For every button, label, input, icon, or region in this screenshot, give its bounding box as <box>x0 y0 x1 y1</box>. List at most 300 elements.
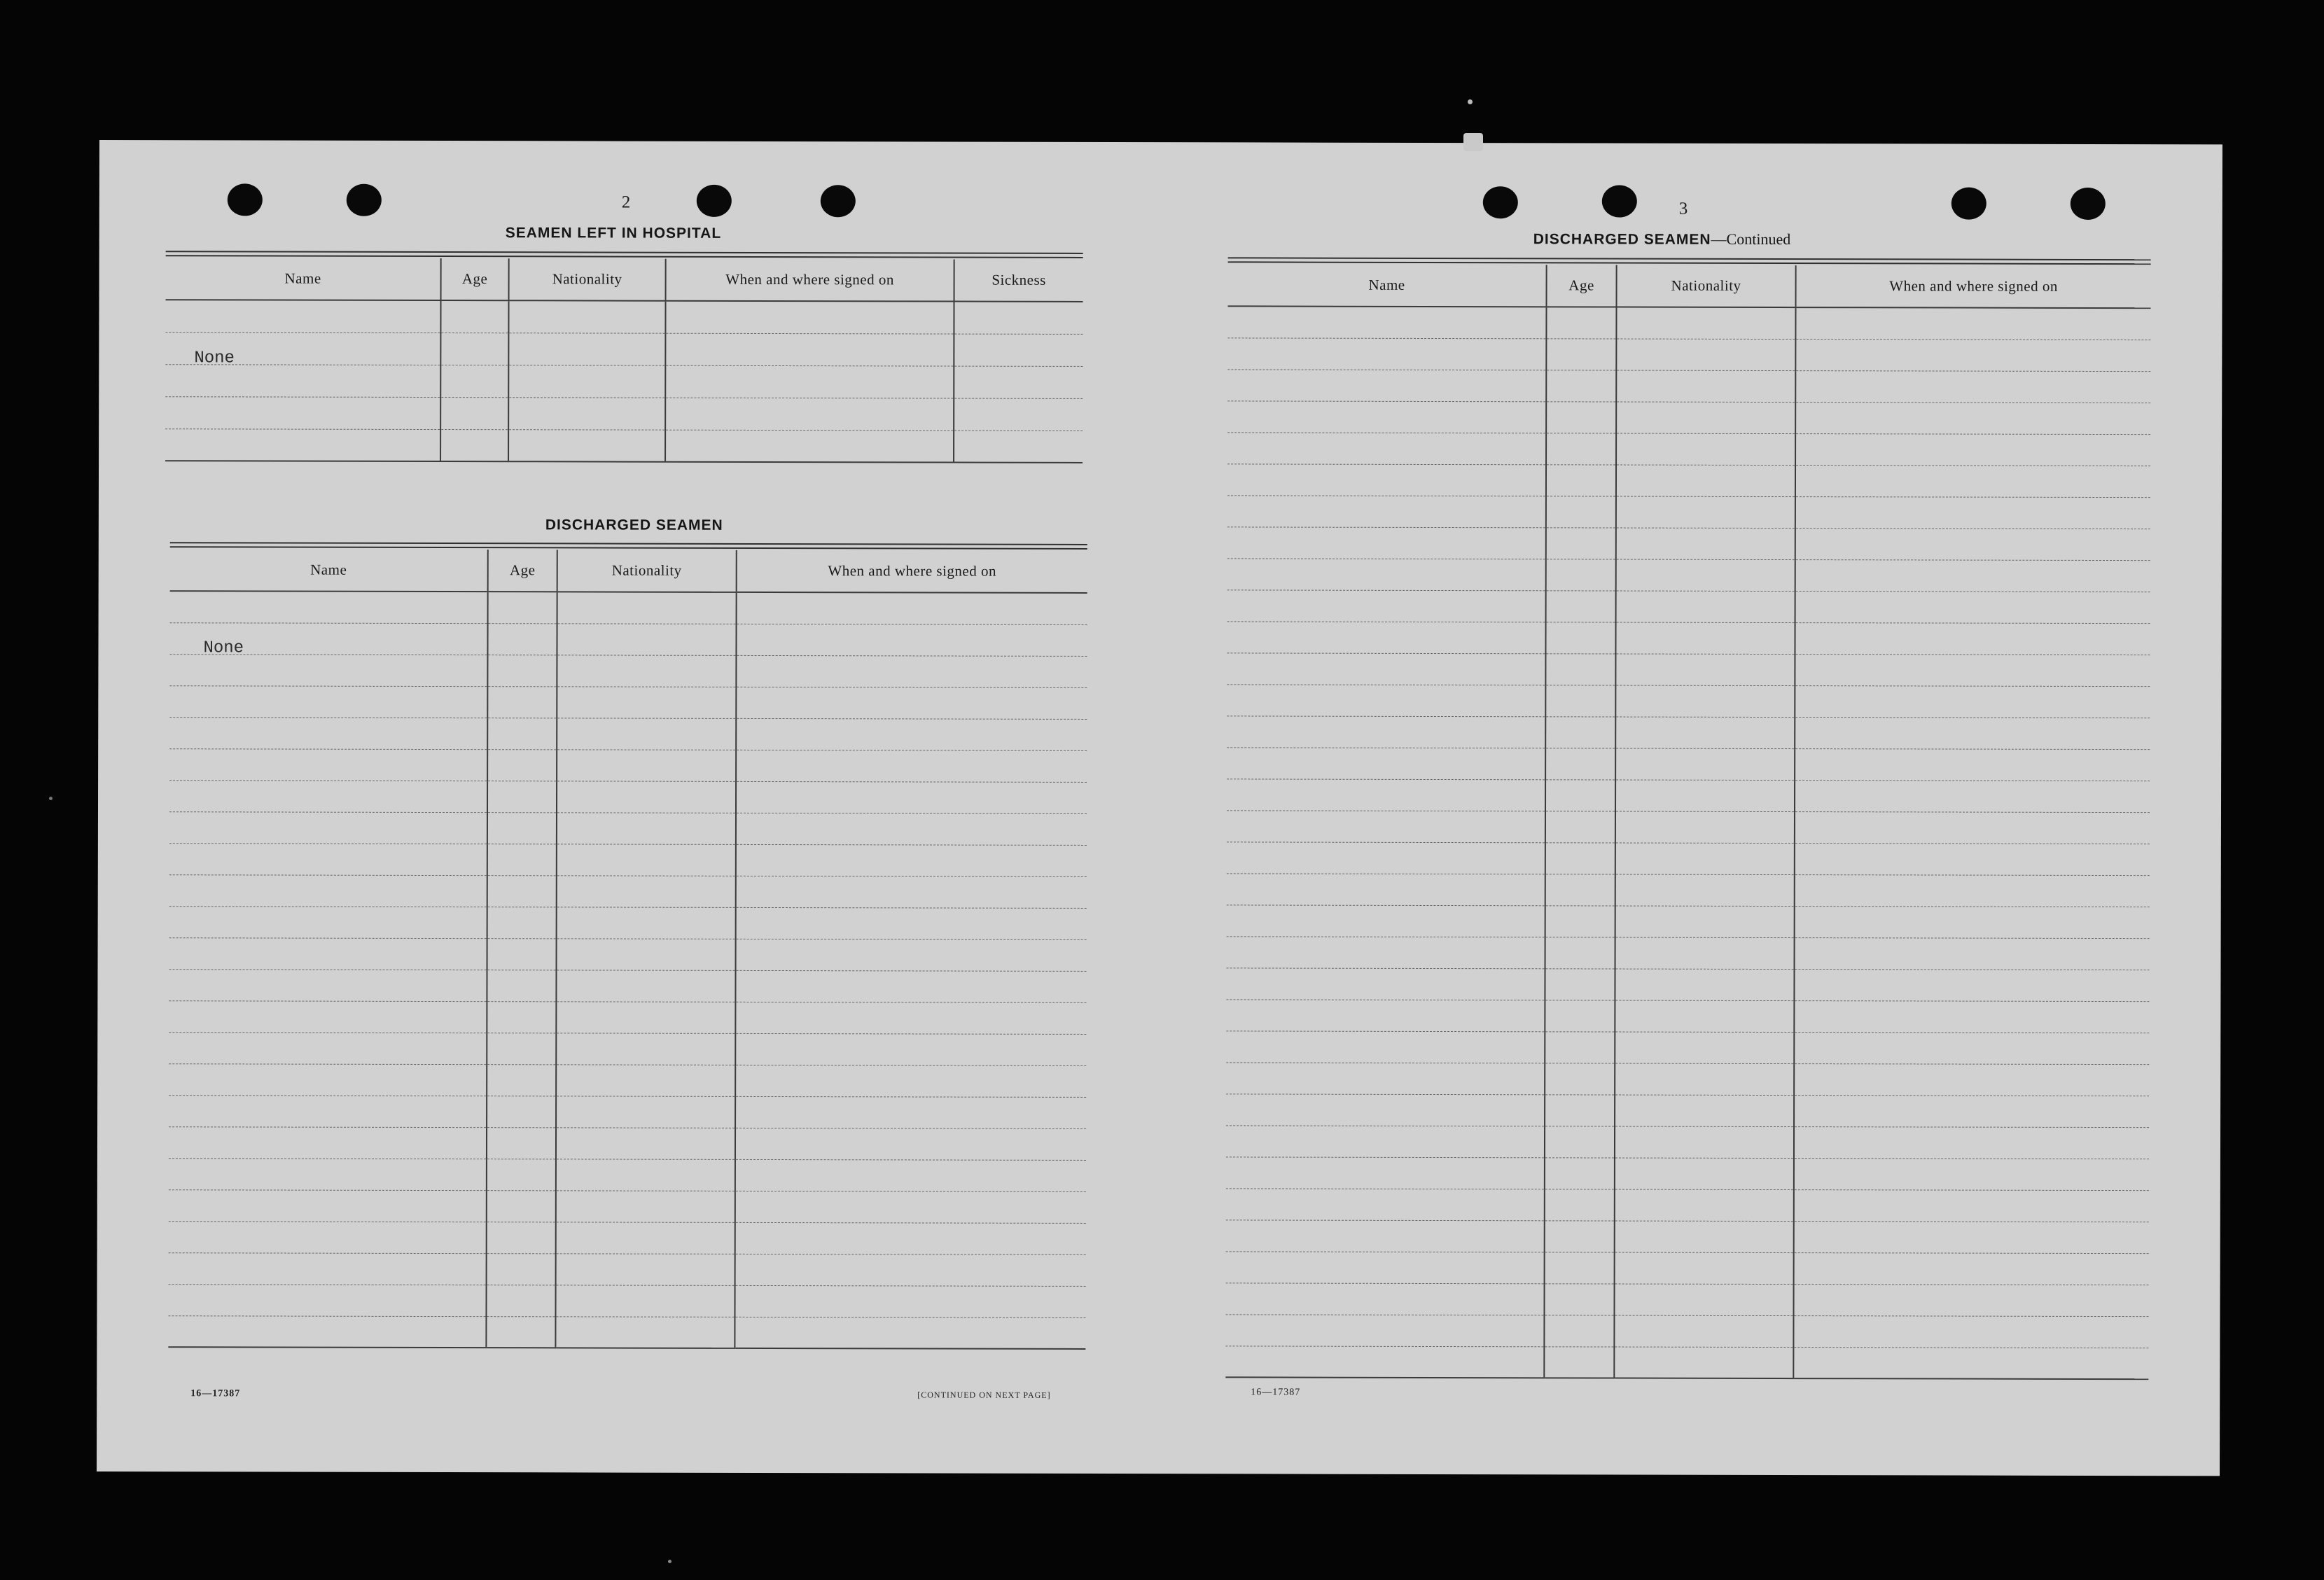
table-cell <box>1794 1063 2149 1096</box>
table-cell <box>556 1127 735 1159</box>
table-cell <box>486 1285 555 1316</box>
table-cell <box>169 969 487 1001</box>
table-cell <box>168 1284 486 1316</box>
table-row <box>169 748 1087 782</box>
table-cell <box>1546 370 1616 401</box>
table-cell <box>1227 715 1545 748</box>
table-cell <box>1226 967 1545 1000</box>
table-cell <box>557 781 736 813</box>
table-row <box>1226 1093 2149 1127</box>
table-row <box>169 937 1087 971</box>
table-cell <box>735 1002 1086 1034</box>
table-cell <box>1615 1095 1794 1127</box>
discharged-continued-title-text: DISCHARGED SEAMEN <box>1533 231 1711 248</box>
table-cell <box>555 1316 735 1348</box>
table-cell <box>1794 1000 2149 1033</box>
table-cell <box>1226 1188 1545 1220</box>
table-cell <box>1616 339 1795 371</box>
table-cell <box>1615 906 1795 938</box>
column-header-age: Age <box>441 258 509 300</box>
table-cell <box>1545 874 1615 905</box>
table-cell <box>735 1222 1086 1254</box>
table-cell <box>735 1254 1086 1286</box>
table-cell <box>487 1253 556 1285</box>
table-row <box>1227 936 2150 970</box>
table-cell <box>1795 591 2150 623</box>
table-row <box>169 1032 1086 1065</box>
punch-hole-5 <box>1483 186 1518 218</box>
table-row <box>169 1158 1086 1191</box>
table-cell <box>169 874 487 907</box>
table-cell <box>1546 338 1616 370</box>
table-cell <box>1227 873 1545 905</box>
table-cell <box>487 1190 556 1222</box>
table-row <box>1227 337 2150 371</box>
table-cell <box>1615 780 1795 812</box>
table-cell <box>487 812 557 844</box>
table-cell <box>1225 1282 1544 1315</box>
table-cell <box>1545 748 1615 779</box>
table-row <box>169 811 1087 845</box>
table-cell <box>1226 1093 1545 1126</box>
table-cell <box>1227 621 1545 653</box>
table-cell <box>1226 1062 1545 1094</box>
page-number-left: 2 <box>621 193 631 212</box>
table-row <box>1227 778 2150 812</box>
table-cell <box>1615 1000 1794 1033</box>
table-row <box>1226 1188 2149 1222</box>
form-number-left: 16—17387 <box>190 1388 241 1399</box>
table-row <box>165 332 1083 366</box>
table-cell <box>1227 526 1546 559</box>
table-cell <box>1545 622 1615 653</box>
table-cell <box>735 1159 1086 1191</box>
table-cell <box>1225 1314 1544 1346</box>
table-cell <box>735 1317 1085 1349</box>
table-cell <box>169 906 487 938</box>
table-cell <box>736 844 1087 876</box>
table-cell <box>1795 906 2150 938</box>
table-cell <box>1545 968 1615 1000</box>
table-cell <box>556 1033 735 1065</box>
table-cell <box>1795 874 2150 907</box>
table-cell <box>1227 652 1545 685</box>
table-cell <box>736 781 1087 813</box>
table-row <box>1227 463 2150 497</box>
table-row <box>1226 999 2149 1033</box>
table-cell <box>169 748 487 781</box>
table-cell <box>487 686 557 718</box>
table-cell <box>1795 717 2150 749</box>
table-row <box>169 1063 1086 1097</box>
table-cell <box>736 876 1087 908</box>
hospital-entry-none: None <box>194 349 235 368</box>
table-cell <box>1545 1157 1615 1189</box>
table-cell <box>1795 685 2150 718</box>
table-cell <box>735 1285 1085 1317</box>
punch-hole-8 <box>2071 188 2106 220</box>
table-cell <box>1545 779 1615 811</box>
table-row <box>169 654 1087 687</box>
table-row <box>1226 1219 2149 1253</box>
table-cell <box>1545 1094 1615 1126</box>
table-cell <box>487 623 557 655</box>
table-row <box>1227 432 2150 466</box>
table-cell <box>170 591 488 623</box>
table-row <box>165 364 1083 398</box>
discharged-entry-none: None <box>203 638 244 658</box>
table-cell <box>735 1065 1086 1097</box>
table-cell <box>556 1159 735 1191</box>
table-cell <box>736 718 1087 750</box>
table-cell <box>1795 622 2150 655</box>
table-cell <box>487 907 557 938</box>
table-cell <box>1227 778 1545 811</box>
table-cell <box>169 1158 487 1190</box>
table-row <box>1227 621 2150 655</box>
discharged-table-right <box>1225 264 2150 1380</box>
table-cell <box>1794 1158 2149 1190</box>
punch-hole-6 <box>1602 185 1637 217</box>
table-cell <box>168 1315 486 1348</box>
table-row <box>169 622 1087 656</box>
table-cell <box>736 813 1087 845</box>
table-cell <box>1226 999 1545 1031</box>
column-header-name: Name <box>170 549 488 592</box>
table-cell <box>487 1001 556 1033</box>
table-cell <box>169 937 487 970</box>
table-cell <box>1616 496 1795 529</box>
table-cell <box>1795 780 2150 812</box>
table-cell <box>1546 464 1616 496</box>
table-cell <box>1615 654 1795 686</box>
table-cell <box>169 1063 487 1096</box>
table-cell <box>735 1191 1086 1223</box>
table-cell <box>737 592 1087 624</box>
table-cell <box>1615 1126 1794 1159</box>
table-cell <box>169 1000 487 1033</box>
table-cell <box>1795 843 2150 875</box>
table-cell <box>1616 433 1795 466</box>
discharged-continued-title <box>1533 230 1791 249</box>
table-cell <box>1545 811 1615 842</box>
hospital-table <box>165 258 1083 463</box>
page-number-right: 3 <box>1678 199 1688 218</box>
table-cell <box>1614 1284 1793 1316</box>
table-cell <box>1546 590 1616 622</box>
column-header-age: Age <box>1547 265 1617 307</box>
table-row <box>169 1126 1086 1160</box>
table-cell <box>735 1128 1086 1160</box>
table-cell <box>1545 685 1615 716</box>
table-cell <box>1227 904 1545 937</box>
table-cell <box>1615 811 1795 844</box>
table-cell <box>1795 937 2150 970</box>
hospital-top-rule <box>166 251 1083 258</box>
table-cell <box>1615 1252 1794 1285</box>
table-cell <box>1615 1063 1794 1096</box>
table-cell <box>487 1096 556 1127</box>
table-cell <box>487 875 557 907</box>
right-top-rule <box>1228 257 2151 265</box>
table-cell <box>557 592 737 624</box>
table-row <box>169 717 1087 750</box>
table-row <box>169 685 1087 719</box>
table-row <box>1227 558 2150 592</box>
table-cell <box>1795 811 2150 844</box>
table-cell <box>557 875 736 907</box>
table-cell <box>169 1252 487 1285</box>
table-row <box>1227 873 2150 907</box>
table-cell <box>1616 307 1795 340</box>
table-cell <box>1615 717 1795 749</box>
table-row <box>165 300 1083 334</box>
table-row <box>168 1284 1085 1317</box>
table-cell <box>169 654 487 686</box>
table-cell <box>169 780 487 812</box>
table-cell <box>1793 1284 2148 1316</box>
discharged-section-title: DISCHARGED SEAMEN <box>545 517 723 533</box>
table-cell <box>1615 685 1795 718</box>
table-row <box>1227 589 2150 623</box>
table-row <box>1227 526 2150 560</box>
table-row <box>1227 841 2150 875</box>
table-row <box>1225 1282 2148 1316</box>
table-cell <box>556 1064 735 1096</box>
table-cell <box>169 1126 487 1159</box>
table-cell <box>1794 1095 2149 1127</box>
table-cell <box>1545 1189 1615 1220</box>
continued-suffix: —Continued <box>1711 230 1791 249</box>
table-row <box>1226 1251 2149 1285</box>
table-cell <box>1615 1189 1794 1222</box>
table-cell <box>557 907 736 939</box>
table-row <box>169 843 1087 876</box>
table-cell <box>556 1096 735 1128</box>
discharged-top-rule <box>170 542 1087 550</box>
table-cell <box>1794 1126 2149 1159</box>
table-cell <box>1545 905 1615 937</box>
table-row <box>165 428 1083 463</box>
table-cell <box>1615 1221 1794 1253</box>
table-row <box>1226 1125 2149 1159</box>
table-cell <box>1616 591 1795 623</box>
column-header-age: Age <box>488 550 557 592</box>
punch-hole-4 <box>821 185 856 217</box>
punch-hole-2 <box>347 184 382 216</box>
table-row <box>169 906 1087 939</box>
table-cell <box>1227 495 1546 527</box>
table-cell <box>169 843 487 875</box>
table-cell <box>736 750 1087 782</box>
table-cell <box>1227 432 1546 464</box>
table-row <box>1227 369 2150 403</box>
table-cell <box>1227 463 1546 496</box>
table-cell <box>1615 1032 1794 1064</box>
table-row <box>1225 1345 2148 1379</box>
table-cell <box>1226 1156 1545 1189</box>
table-row <box>169 874 1087 908</box>
table-cell <box>1225 1345 1544 1378</box>
table-cell <box>1795 748 2150 781</box>
table-cell <box>1615 1158 1794 1190</box>
table-row <box>1226 1156 2149 1190</box>
table-cell <box>1545 937 1615 968</box>
table-cell <box>487 1127 556 1159</box>
table-cell <box>1793 1347 2148 1379</box>
table-cell <box>1544 1283 1614 1315</box>
table-cell <box>1616 465 1795 497</box>
punch-hole-7 <box>1951 188 1986 220</box>
table-cell <box>169 1032 487 1064</box>
table-cell <box>487 655 557 686</box>
table-cell <box>1227 589 1546 622</box>
table-cell <box>169 685 487 718</box>
table-cell <box>169 1221 487 1253</box>
table-cell <box>736 624 1087 656</box>
table-cell <box>487 1222 556 1253</box>
table-cell <box>1546 527 1616 559</box>
table-cell <box>169 717 487 749</box>
table-cell <box>1794 1189 2149 1222</box>
table-cell <box>1546 307 1616 338</box>
table-cell <box>1795 370 2150 403</box>
discharged-table-left <box>168 549 1087 1350</box>
table-row <box>169 780 1087 813</box>
table-cell <box>1795 654 2150 686</box>
table-cell <box>1795 559 2150 592</box>
table-row <box>1227 495 2150 529</box>
table-cell <box>1545 1252 1615 1283</box>
form-number-right: 16—17387 <box>1251 1387 1301 1398</box>
table-row <box>169 1000 1086 1034</box>
table-cell <box>556 1222 735 1254</box>
table-cell <box>556 1001 735 1033</box>
table-cell <box>556 1253 735 1285</box>
table-cell <box>169 1189 487 1222</box>
table-cell <box>487 1033 556 1064</box>
table-cell <box>1615 748 1795 781</box>
table-cell <box>1795 465 2150 497</box>
table-cell <box>169 811 487 844</box>
table-row <box>168 1315 1085 1349</box>
table-cell <box>1546 433 1616 464</box>
table-cell <box>1545 716 1615 748</box>
table-cell <box>1544 1315 1614 1346</box>
table-cell <box>557 655 736 687</box>
table-cell <box>1226 1219 1545 1252</box>
table-cell <box>487 938 557 970</box>
table-cell <box>1227 337 1546 370</box>
table-cell <box>487 718 557 749</box>
table-cell <box>486 1316 555 1348</box>
table-cell <box>736 655 1087 687</box>
table-cell <box>1616 402 1795 434</box>
table-cell <box>1794 1252 2149 1285</box>
table-cell <box>488 592 557 623</box>
table-row <box>1227 684 2150 718</box>
table-row <box>1227 652 2150 686</box>
punch-hole-3 <box>697 185 732 217</box>
table-cell <box>1615 843 1795 875</box>
table-cell <box>1227 747 1545 779</box>
scan-speck <box>1468 99 1473 104</box>
table-row <box>169 1189 1086 1223</box>
column-header-name: Name <box>1228 264 1547 307</box>
table-cell <box>1793 1315 2148 1348</box>
table-cell <box>1616 559 1795 592</box>
table-cell <box>736 687 1087 719</box>
table-cell <box>1227 684 1545 716</box>
table-cell <box>557 623 736 655</box>
table-cell <box>1795 307 2150 340</box>
table-cell <box>487 970 556 1001</box>
hospital-section-title: SEAMEN LEFT IN HOSPITAL <box>505 225 722 242</box>
table-cell <box>1795 433 2150 466</box>
table-cell <box>1615 874 1795 907</box>
table-cell <box>1794 969 2149 1001</box>
table-cell <box>487 844 557 875</box>
table-cell <box>1546 559 1616 590</box>
table-cell <box>1226 1030 1545 1063</box>
column-header-name: Name <box>166 258 441 300</box>
table-cell <box>1795 402 2150 434</box>
table-row <box>169 1252 1086 1286</box>
table-cell <box>1227 558 1546 590</box>
table-cell <box>1616 528 1795 560</box>
table-cell <box>1545 653 1615 685</box>
table-cell <box>1545 842 1615 874</box>
table-cell <box>736 907 1087 939</box>
table-cell <box>736 939 1087 971</box>
table-row <box>170 591 1087 624</box>
table-cell <box>1795 528 2150 560</box>
table-row <box>1225 1314 2148 1348</box>
table-cell <box>1546 496 1616 527</box>
table-cell <box>557 812 736 844</box>
scan-speck <box>49 797 53 800</box>
table-cell <box>1615 622 1795 655</box>
table-cell <box>1227 400 1546 433</box>
table-row <box>1227 400 2150 434</box>
table-row <box>1227 904 2150 938</box>
table-cell <box>557 686 736 718</box>
column-header-signed-on: When and where signed on <box>737 550 1087 593</box>
column-header-signed-on: When and where signed on <box>1796 265 2151 308</box>
table-row <box>169 1095 1086 1128</box>
table-cell <box>1614 1315 1793 1348</box>
document-sheet <box>97 140 2222 1476</box>
table-row <box>165 396 1083 431</box>
column-header-sickness: Sickness <box>954 260 1083 302</box>
table-cell <box>1226 1125 1545 1157</box>
table-row <box>1226 1030 2149 1064</box>
table-cell <box>487 1064 556 1096</box>
table-cell <box>735 1033 1086 1065</box>
table-cell <box>557 938 736 970</box>
scan-speck <box>668 1560 672 1563</box>
table-cell <box>557 749 736 781</box>
table-row <box>1226 1062 2149 1096</box>
table-cell <box>1227 810 1545 842</box>
table-row <box>169 969 1086 1002</box>
table-cell <box>555 1285 735 1317</box>
table-cell <box>1795 496 2150 529</box>
table-cell <box>1545 1031 1615 1063</box>
table-cell <box>1614 1347 1793 1379</box>
column-header-nationality: Nationality <box>1617 265 1796 308</box>
table-cell <box>1544 1346 1614 1378</box>
